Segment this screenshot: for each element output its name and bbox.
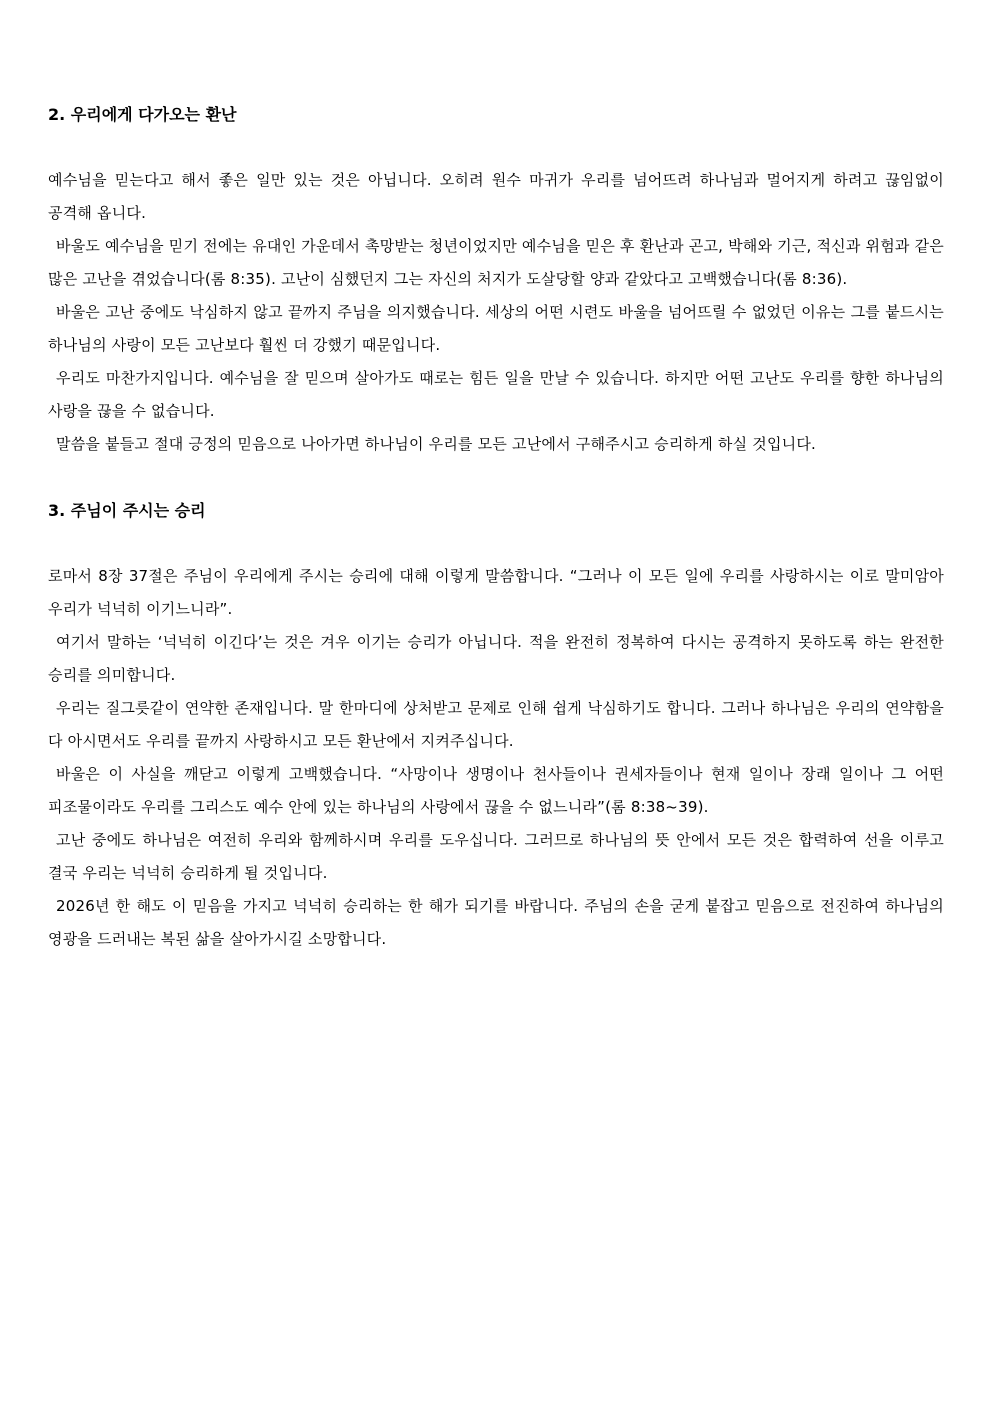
- section-victory: [48, 494, 944, 956]
- paragraph: 2026년 한 해도 이 믿음을 가지고 넉넉히 승리하는 한 해가 되기를 바랍니다. 주님의 손을 굳게 붙잡고 믿음으로 전진하여 하나님의 영광을 드러내는 복된 삶을 살아가시길 소망합니다.: [48, 897, 944, 948]
- paragraph: 로마서 8장 37절은 주님이 우리에게 주시는 승리에 대해 이렇게 말씀합니다. “그러나 이 모든 일에 우리를 사랑하시는 이로 말미암아 우리가 넉넉히 이기느니라”.: [48, 567, 944, 618]
- paragraph: 고난 중에도 하나님은 여전히 우리와 함께하시며 우리를 도우십니다. 그러므로 하나님의 뜻 안에서 모든 것은 합력하여 선을 이루고 결국 우리는 넉넉히 승리하게 될 것입니다.: [48, 831, 944, 882]
- paragraph: 바울도 예수님을 믿기 전에는 유대인 가운데서 촉망받는 청년이었지만 예수님을 믿은 후 환난과 곤고, 박해와 기근, 적신과 위험과 같은 많은 고난을 겪었습니다(롬 8:35). 고난이 심했던지 그는 자신의 처지가 도살당할 양과 같았다고 고백했습니다(롬 8:36).: [48, 237, 944, 288]
- paragraph: 우리는 질그릇같이 연약한 존재입니다. 말 한마디에 상처받고 문제로 인해 쉽게 낙심하기도 합니다. 그러나 하나님은 우리의 연약함을 다 아시면서도 우리를 끝까지 사랑하시고 모든 환난에서 지켜주십니다.: [48, 699, 944, 750]
- section-heading: 3. 주님이 주시는 승리: [48, 501, 206, 520]
- document-page: [48, 98, 944, 956]
- paragraph: 말씀을 붙들고 절대 긍정의 믿음으로 나아가면 하나님이 우리를 모든 고난에서 구해주시고 승리하게 하실 것입니다.: [56, 435, 816, 453]
- paragraph: 예수님을 믿는다고 해서 좋은 일만 있는 것은 아닙니다. 오히려 원수 마귀가 우리를 넘어뜨려 하나님과 멀어지게 하려고 끊임없이 공격해 옵니다.: [48, 171, 944, 222]
- section-heading: 2. 우리에게 다가오는 환난: [48, 105, 237, 124]
- paragraph: 우리도 마찬가지입니다. 예수님을 잘 믿으며 살아가도 때로는 힘든 일을 만날 수 있습니다. 하지만 어떤 고난도 우리를 향한 하나님의 사랑을 끊을 수 없습니다.: [48, 369, 944, 420]
- paragraph: 여기서 말하는 ‘넉넉히 이긴다’는 것은 겨우 이기는 승리가 아닙니다. 적을 완전히 정복하여 다시는 공격하지 못하도록 하는 완전한 승리를 의미합니다.: [48, 633, 944, 684]
- paragraph: 바울은 고난 중에도 낙심하지 않고 끝까지 주님을 의지했습니다. 세상의 어떤 시련도 바울을 넘어뜨릴 수 없었던 이유는 그를 붙드시는 하나님의 사랑이 모든 고난보다 훨씬 더 강했기 때문입니다.: [48, 303, 944, 354]
- paragraph: 바울은 이 사실을 깨닫고 이렇게 고백했습니다. “사망이나 생명이나 천사들이나 권세자들이나 현재 일이나 장래 일이나 그 어떤 피조물이라도 우리를 그리스도 예수 안에 있는 하나님의 사랑에서 끊을 수 없느니라”(롬 8:38~39).: [48, 765, 944, 816]
- section-tribulation: [48, 98, 944, 461]
